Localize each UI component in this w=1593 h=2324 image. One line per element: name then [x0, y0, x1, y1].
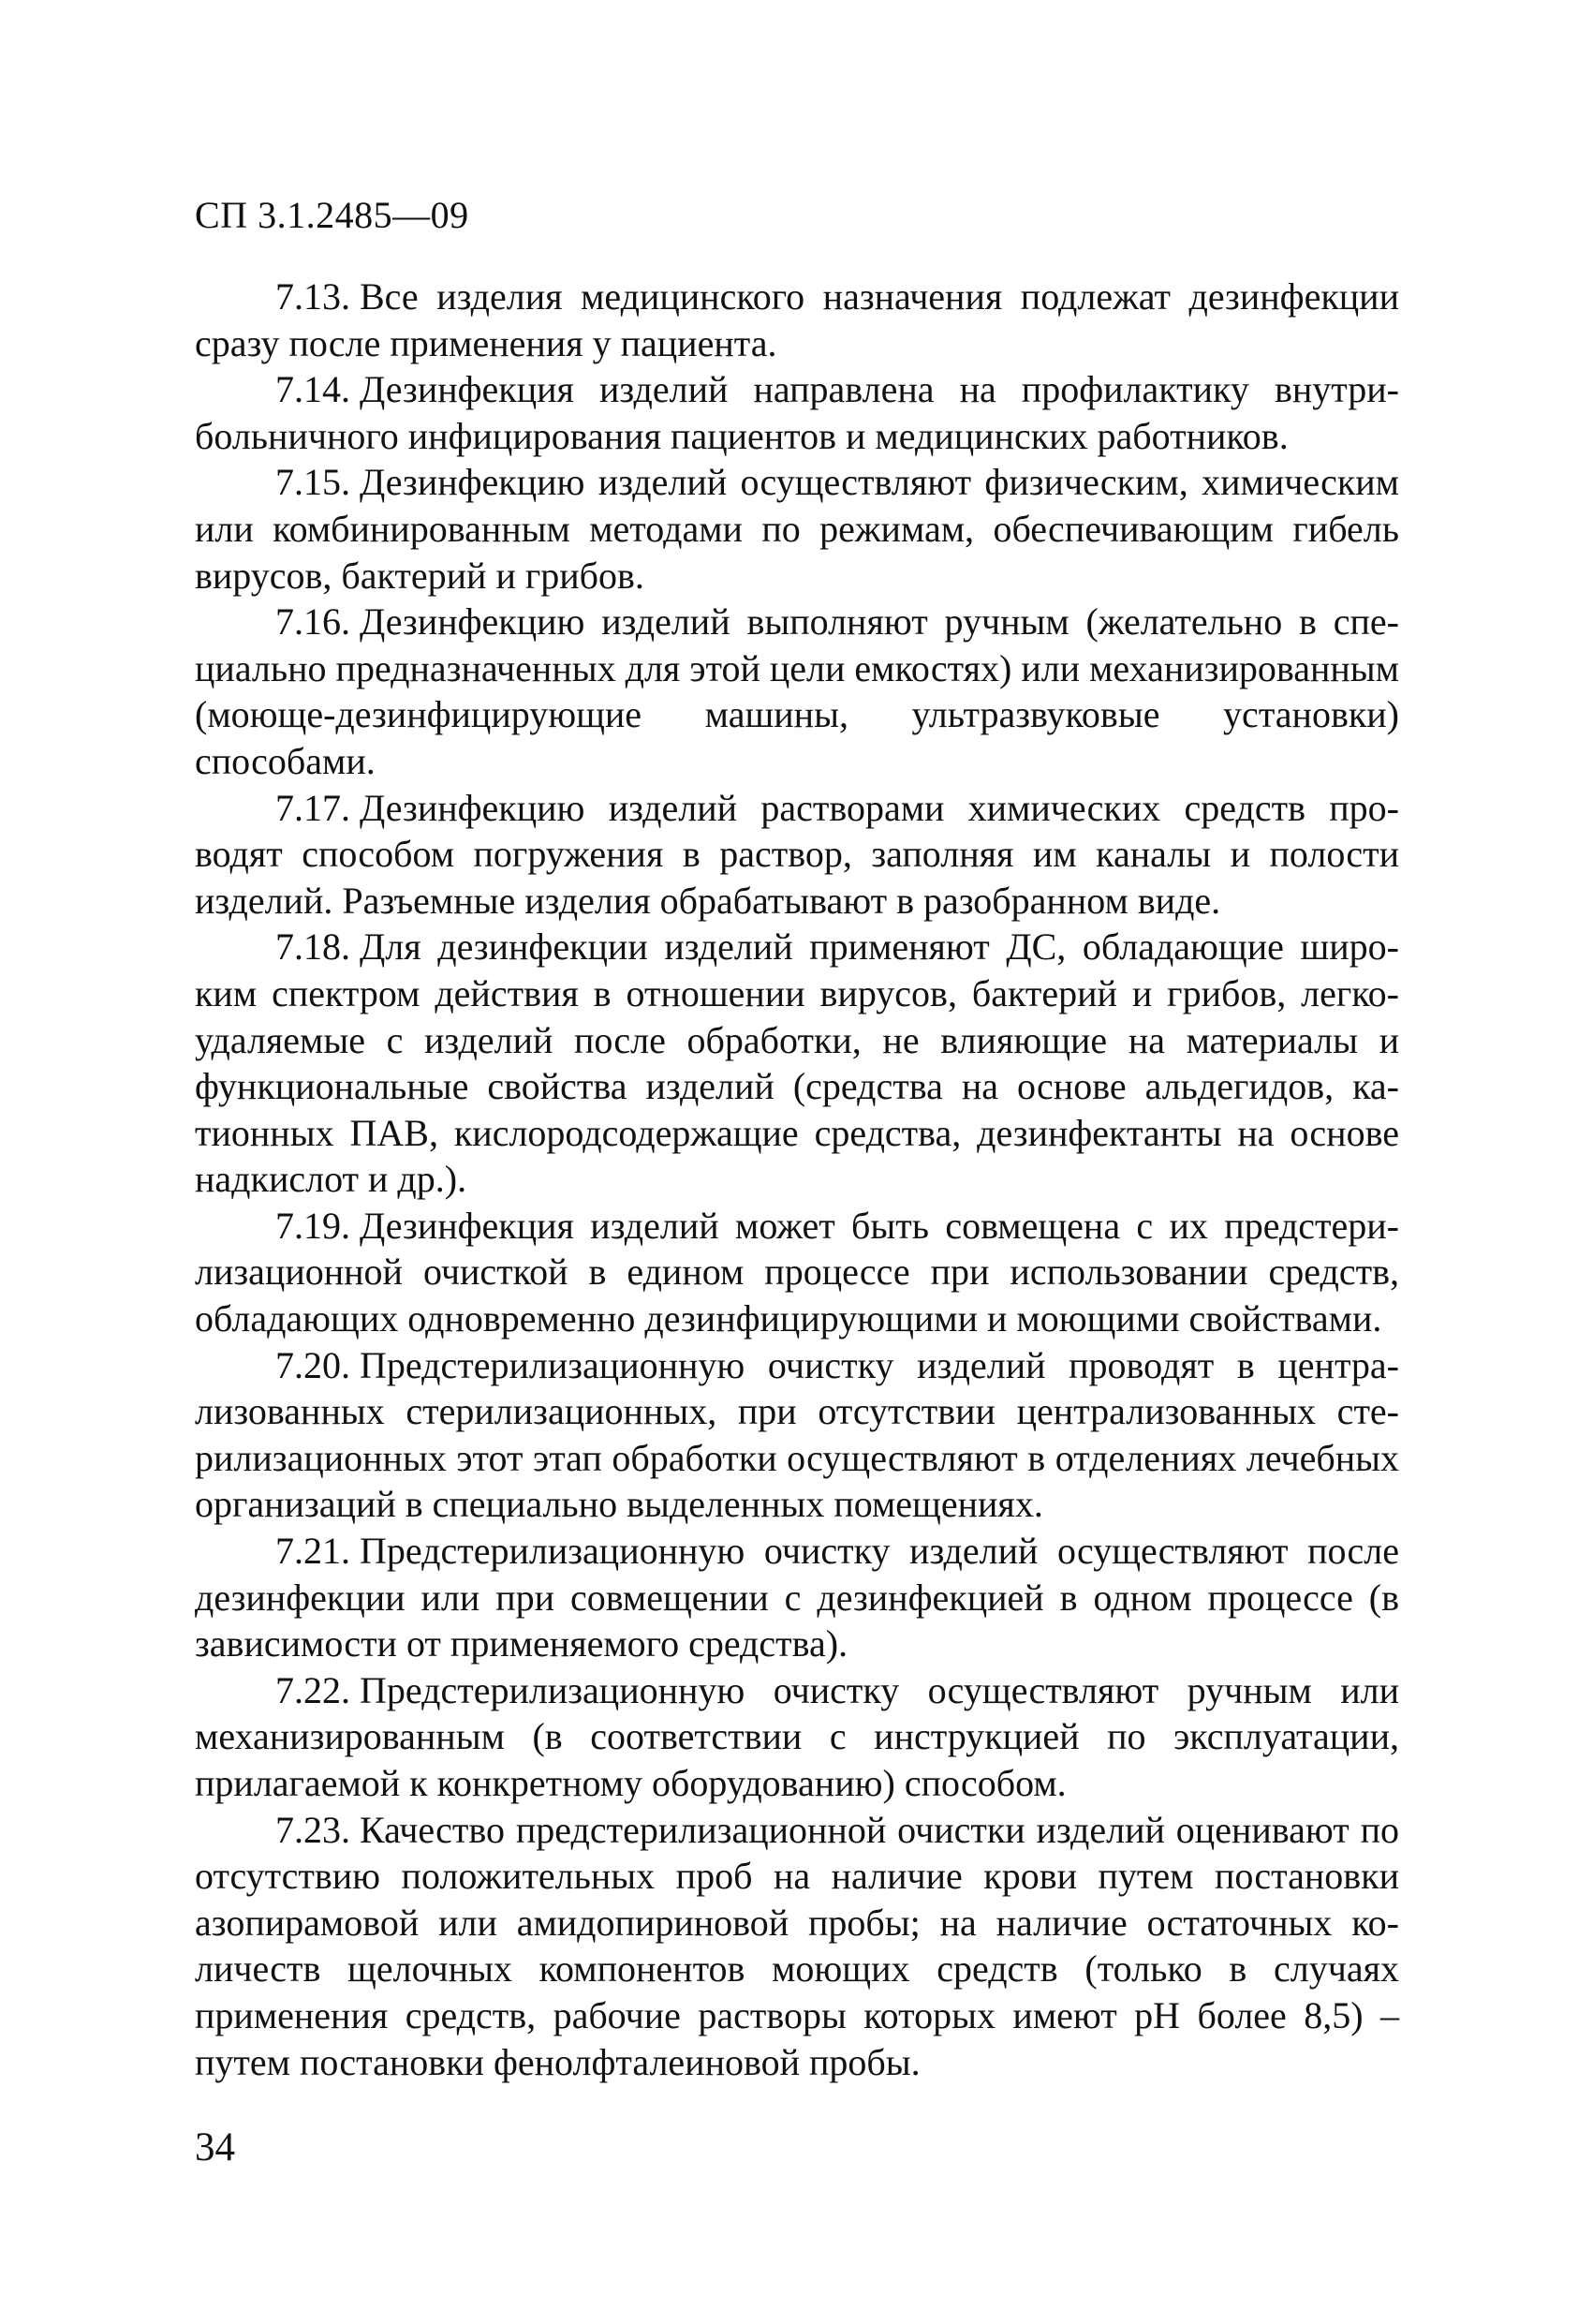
paragraph-text: Предстерилизационную очистку изделий проводят в централизованных стерилизационных, при отсутствии централизованных стерилизационных этот этап обработки осуществляют в отделениях лечебных организаций в специально выделенных помещениях. [195, 1343, 1399, 1526]
paragraph-text: Дезинфекция изделий направлена на профилактику внутрибольничного инфицирования пациентов и медицинских работников. [195, 368, 1399, 457]
paragraph-7-20 [195, 1342, 1399, 1528]
paragraph-number: 7.19. [275, 1204, 350, 1247]
paragraph-number: 7.14. [275, 368, 350, 411]
paragraph-number: 7.22. [275, 1668, 350, 1711]
paragraph-text: Дезинфекцию изделий растворами химических средств проводят способом погружения в раствор, заполняя им каналы и полости изделий. Разъемные изделия обрабатывают в разобранном виде. [195, 786, 1399, 922]
paragraph-text: Предстерилизационную очистку осуществляют ручным или механизированным (в соответствии с инструкцией по эксплуатации, прилагаемой к конкретному оборудованию) способом. [195, 1668, 1399, 1804]
paragraph-text: Дезинфекцию изделий выполняют ручным (желательно в специально предназначенных для этой цели емкостях) или механизированным (моюще-дезинфицирующие машины, ультразвуковые установки) способами. [195, 600, 1399, 782]
paragraph-text: Для дезинфекции изделий применяют ДС, обладающие широким спектром действия в отношении вирусов, бактерий и грибов, легкоудаляемые с изделий после обработки, не влияющие на материалы и функциональные свойства изделий (средства на основе альдегидов, катионных ПАВ, кислородсодержащие средства, дезинфектанты на основе надкислот и др.). [195, 925, 1399, 1201]
paragraph-7-14 [195, 366, 1399, 459]
paragraph-number: 7.18. [275, 925, 350, 969]
paragraph-number: 7.21. [275, 1530, 350, 1573]
page-number: 34 [195, 2125, 235, 2169]
paragraph-number: 7.17. [275, 786, 350, 829]
paragraph-text: Дезинфекция изделий может быть совмещена с их предстерилизационной очисткой в едином процессе при использовании средств, обладающих одновременно дезинфицирующими и моющими свойствами. [195, 1204, 1399, 1340]
paragraph-text: Все изделия медицинского назначения подлежат дезинфекции сразу после применения у пациента. [195, 275, 1399, 364]
paragraph-text: Предстерилизационную очистку изделий осуществляют после дезинфекции или при совмещении с дезинфекцией в одном процессе (в зависимости от применяемого средства). [195, 1530, 1399, 1665]
paragraph-7-17 [195, 785, 1399, 925]
document-body [195, 274, 1399, 2085]
paragraph-number: 7.20. [275, 1343, 350, 1386]
paragraph-7-21 [195, 1528, 1399, 1667]
paragraph-number: 7.15. [275, 461, 350, 504]
paragraph-7-23 [195, 1807, 1399, 2086]
paragraph-text: Дезинфекцию изделий осуществляют физическим, химическим или комбинированным методами по режимам, обеспечивающим гибель вирусов, бактерий и грибов. [195, 461, 1399, 597]
paragraph-7-15 [195, 459, 1399, 599]
paragraph-7-22 [195, 1667, 1399, 1807]
paragraph-7-16 [195, 599, 1399, 784]
paragraph-text: Качество предстерилизационной очистки изделий оценивают по отсутствию положительных проб на наличие крови путем постановки азопирамовой или амидопириновой пробы; на наличие остаточных количеств щелочных компонентов моющих средств (только в случаях применения средств, рабочие растворы которых имеют рН более 8,5) – путем постановки фенолфталеиновой пробы. [195, 1808, 1399, 2083]
paragraph-number: 7.16. [275, 600, 350, 644]
document-header: СП 3.1.2485—09 [195, 194, 469, 236]
paragraph-7-18 [195, 924, 1399, 1203]
paragraph-7-13 [195, 274, 1399, 366]
paragraph-number: 7.13. [275, 275, 350, 318]
paragraph-number: 7.23. [275, 1808, 350, 1851]
paragraph-7-19 [195, 1203, 1399, 1342]
